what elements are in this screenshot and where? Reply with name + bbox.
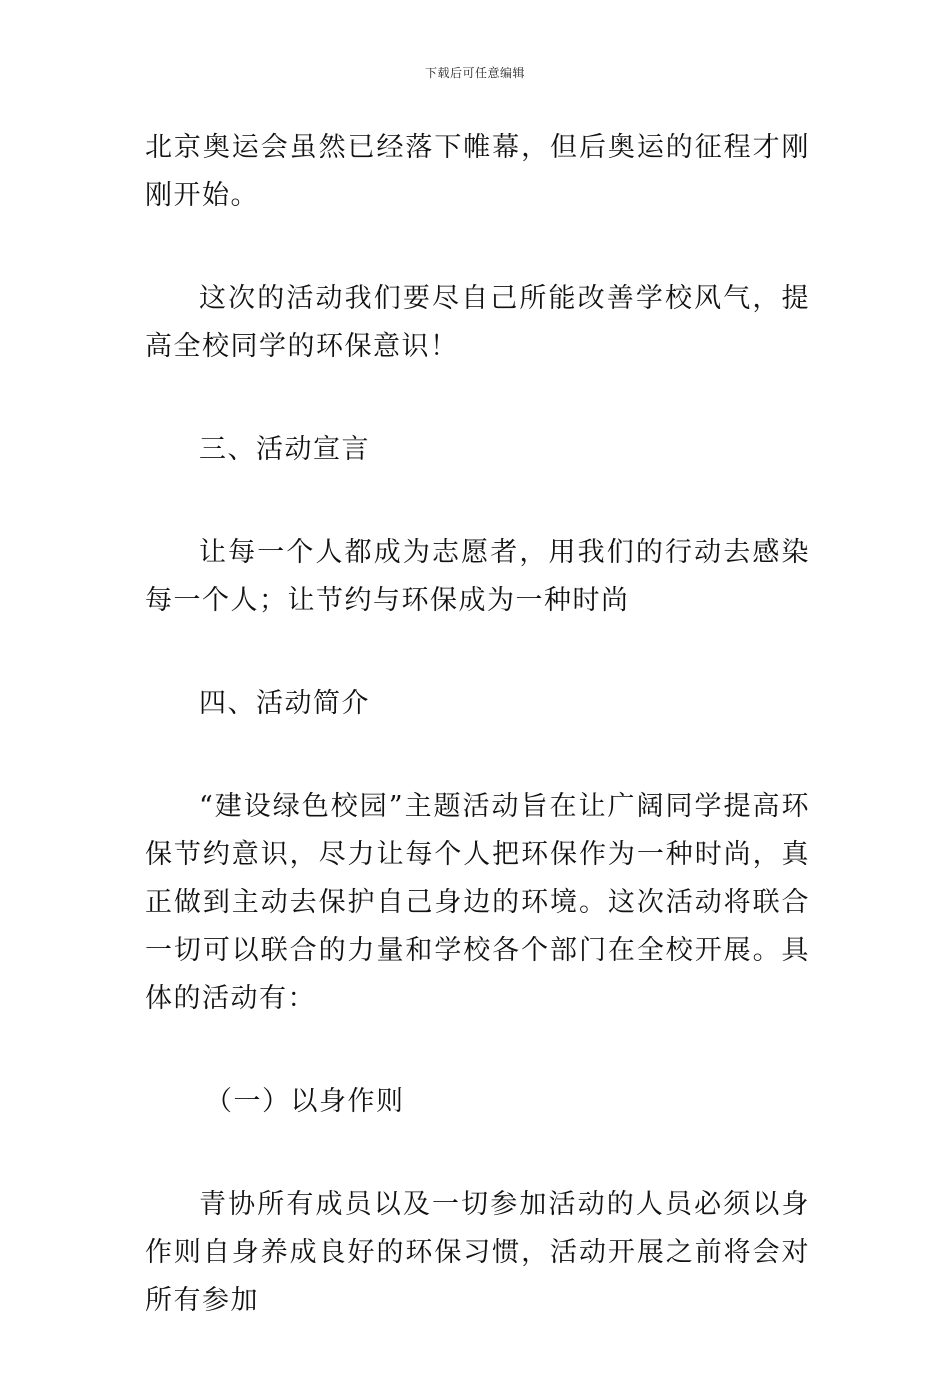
section-heading-declaration: 三、活动宣言 <box>199 434 370 465</box>
section-heading-introduction: 四、活动简介 <box>199 688 370 719</box>
subsection-heading-lead-by-example: （一）以身作则 <box>205 1086 405 1117</box>
paragraph-introduction: “建设绿色校园”主题活动旨在让广阔同学提高环保节约意识，尽力让每个人把环保作为一种时尚，真正做到主动去保护自己身边的环境。这次活动将联合一切可以联合的力量和学校各个部门在全校开展。具体的活动有： <box>145 791 810 1014</box>
document-body <box>145 124 810 1380</box>
page-header: 下载后可任意编辑 <box>424 66 525 80</box>
paragraph-lead-by-example: 青协所有成员以及一切参加活动的人员必须以身作则自身养成良好的环保习惯，活动开展之前将会对所有参加 <box>145 1189 810 1316</box>
paragraph-olympics: 北京奥运会虽然已经落下帷幕，但后奥运的征程才刚刚开始。 <box>145 132 810 211</box>
paragraph-activity-goal: 这次的活动我们要尽自己所能改善学校风气，提高全校同学的环保意识！ <box>145 283 810 362</box>
paragraph-declaration: 让每一个人都成为志愿者，用我们的行动去感染每一个人；让节约与环保成为一种时尚 <box>145 537 810 616</box>
